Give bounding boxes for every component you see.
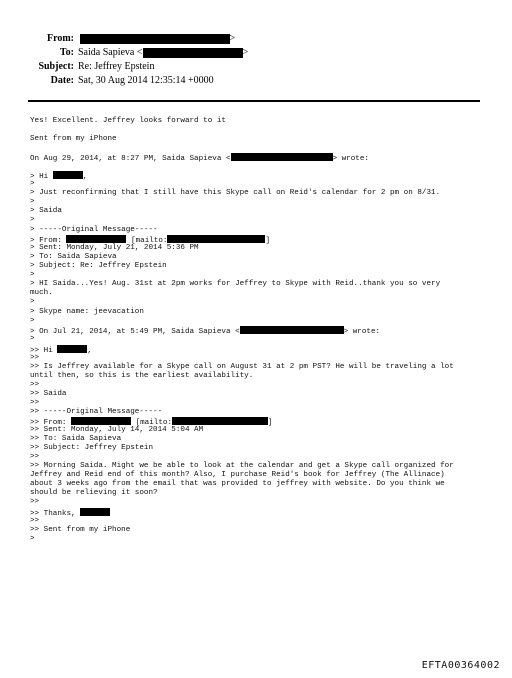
redaction-block [80,508,110,516]
document-id: EFTA00364002 [421,660,500,671]
to-row [30,46,248,60]
redaction-block [167,235,265,243]
body-line: > [30,180,35,188]
body-line: > Sent: Monday, July 21, 2014 5:36 PM [30,244,199,252]
body-text: > On Jul 21, 2014, at 5:49 PM, Saida Sapieva < [30,328,240,336]
header-divider [28,100,480,102]
body-line [30,171,87,182]
body-line: Jeffrey and Reid end of this month? Also, I purchase Reid's book for Jeffrey (The Allinace) [30,471,445,479]
body-text: >> Hi [30,347,58,355]
subject-row [30,60,154,74]
to-suffix: > [242,47,249,58]
date-row [30,74,214,88]
body-text: > From: [30,237,67,245]
redaction-block [53,171,83,179]
redaction-block [231,153,333,161]
body-text: [mailto: [126,237,168,245]
body-line: >> [30,517,40,525]
body-line: > Just reconfirming that I still have this Skype call on Reid's calendar for 2 pm on 8/31. [30,189,441,197]
body-text: ] [265,237,271,245]
body-line: > [30,317,35,325]
body-text: > wrote: [332,155,369,163]
body-line: >> Subject: Jeffrey Epstein [30,444,154,452]
body-line: >> To: Saida Sapieva [30,435,122,443]
redaction-block [66,235,126,243]
from-suffix: > [229,33,236,44]
body-text: , [87,347,92,355]
body-line: > [30,271,35,279]
body-line: > [30,535,35,543]
body-line: > To: Saida Sapieva [30,253,117,261]
redaction-block [80,34,230,44]
body-line [30,345,92,356]
redaction-block [71,417,131,425]
body-line: >> -----Original Message----- [30,408,163,416]
body-line: > [30,216,35,224]
body-line: Sent from my iPhone [30,135,117,143]
body-line: > HI Saida...Yes! Aug. 31st at 2pm works for Jeffrey to Skype with Reid..thank you so very [30,280,441,288]
body-line: until then, so this is the earliest availability. [30,372,254,380]
body-line [30,326,380,337]
body-line: >> Saida [30,390,67,398]
date-label: Date: [50,75,74,86]
body-line: >> [30,498,40,506]
redaction-block [240,326,344,334]
redaction-block [172,417,268,425]
body-line: >> Sent from my iPhone [30,526,131,534]
from-label: From: [46,33,74,44]
body-text: On Aug 29, 2014, at 8:27 PM, Saida Sapieva < [30,155,231,163]
body-line: much. [30,289,53,297]
body-line: Yes! Excellent. Jeffrey looks forward to it [30,117,226,125]
subject-value: Re: Jeffrey Epstein [78,61,155,72]
body-text: ] [268,419,273,427]
body-line: >> Sent: Monday, July 14, 2014 5:04 AM [30,426,204,434]
body-text: > wrote: [343,328,381,336]
body-line: > [30,298,35,306]
body-line: >> [30,354,40,362]
redaction-block [143,48,243,58]
date-value: Sat, 30 Aug 2014 12:35:14 +0000 [78,75,214,86]
body-line: >> Is Jeffrey available for a Skype call on August 31 at 2 pm PST? He will be traveling a lot [30,363,454,371]
body-text: >> Thanks, [30,510,81,518]
body-text: , [82,173,88,181]
body-text: [mailto: [131,419,173,427]
body-line: > Subject: Re: Jeffrey Epstein [30,262,167,270]
body-line: > [30,198,35,206]
to-label: To: [59,47,74,58]
body-line: > Skype name: jeevacation [30,308,144,316]
body-line [30,153,369,164]
body-text: >> From: [30,419,72,427]
to-value: Saida Sapieva < [78,47,143,58]
body-line: >> [30,453,40,461]
body-line: > Saida [30,207,62,215]
subject-label: Subject: [38,61,74,72]
body-line: >> [30,381,40,389]
from-row [30,32,235,46]
body-text: > Hi [30,173,53,181]
body-line: > -----Original Message----- [30,226,158,234]
body-line: >> [30,399,40,407]
body-line [30,508,110,519]
body-line: >> Morning Saida. Might we be able to look at the calendar and get a Skype call organized for [30,462,454,470]
body-line: > [30,335,35,343]
body-line: about 3 weeks ago from the email that was provided to jeffrey with website. Do you think we [30,480,445,488]
body-line: should be relieving it soon? [30,489,158,497]
redaction-block [57,345,87,353]
